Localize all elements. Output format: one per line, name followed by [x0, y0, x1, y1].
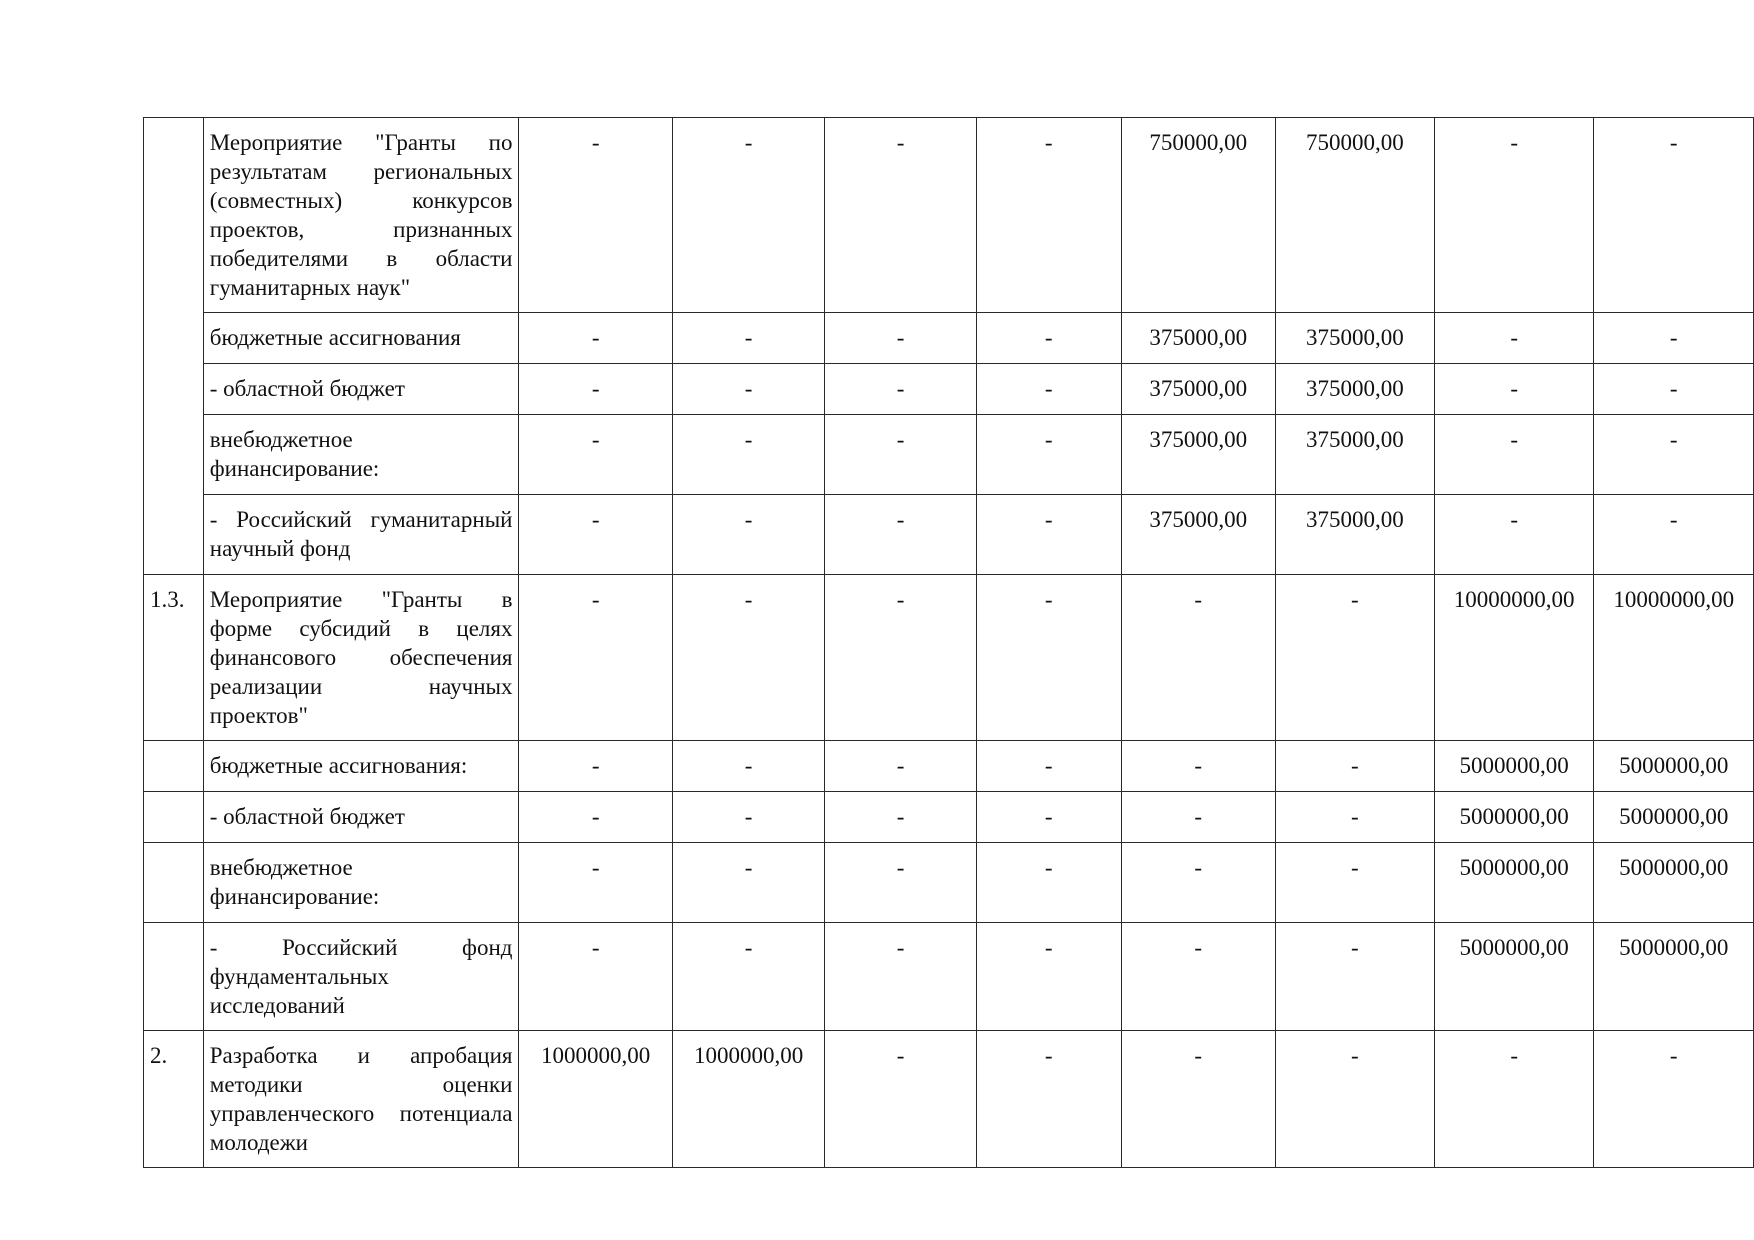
table-row	[144, 313, 1754, 364]
value-cell: -	[825, 1031, 977, 1168]
row-number-cell	[144, 118, 204, 575]
value-cell: -	[825, 313, 977, 364]
value-cell: 375000,00	[1275, 313, 1434, 364]
value-cell: 375000,00	[1121, 495, 1275, 575]
value-cell: -	[519, 495, 672, 575]
value-cell: 1000000,00	[672, 1031, 824, 1168]
table-row	[144, 415, 1754, 495]
value-cell: -	[825, 364, 977, 415]
table-row	[144, 741, 1754, 792]
value-cell: -	[976, 923, 1121, 1031]
value-cell: -	[1121, 843, 1275, 923]
row-number-cell: 1.3.	[144, 575, 204, 741]
value-cell: 1000000,00	[519, 1031, 672, 1168]
value-cell: -	[976, 741, 1121, 792]
value-cell: 5000000,00	[1434, 741, 1594, 792]
value-cell: -	[672, 923, 824, 1031]
value-cell: 375000,00	[1275, 364, 1434, 415]
value-cell: -	[672, 118, 824, 313]
table-row	[144, 495, 1754, 575]
value-cell: -	[519, 792, 672, 843]
value-cell: -	[976, 495, 1121, 575]
row-description-cell: бюджетные ассигнования:	[203, 741, 519, 792]
row-number-cell	[144, 792, 204, 843]
value-cell: -	[672, 792, 824, 843]
value-cell: -	[1275, 792, 1434, 843]
value-cell: 5000000,00	[1594, 741, 1754, 792]
value-cell: -	[519, 923, 672, 1031]
value-cell: -	[672, 843, 824, 923]
value-cell: -	[1121, 792, 1275, 843]
value-cell: -	[825, 792, 977, 843]
value-cell: -	[1434, 1031, 1594, 1168]
budget-table	[143, 117, 1754, 1168]
value-cell: -	[672, 364, 824, 415]
value-cell: 10000000,00	[1434, 575, 1594, 741]
value-cell: -	[1275, 741, 1434, 792]
value-cell: -	[1434, 364, 1594, 415]
row-number-cell	[144, 923, 204, 1031]
value-cell: -	[1594, 495, 1754, 575]
value-cell: -	[1594, 118, 1754, 313]
row-description-cell: - Российский фонд фундаментальных исследований	[203, 923, 519, 1031]
value-cell: -	[825, 741, 977, 792]
value-cell: 5000000,00	[1434, 792, 1594, 843]
value-cell: -	[1121, 741, 1275, 792]
row-description-cell: внебюджетное финансирование:	[203, 415, 519, 495]
value-cell: -	[1121, 575, 1275, 741]
value-cell: 10000000,00	[1594, 575, 1754, 741]
value-cell: -	[519, 313, 672, 364]
row-description-cell: бюджетные ассигнования	[203, 313, 519, 364]
value-cell: -	[1275, 575, 1434, 741]
value-cell: -	[1275, 843, 1434, 923]
value-cell: -	[825, 923, 977, 1031]
value-cell: 5000000,00	[1594, 843, 1754, 923]
value-cell: -	[1434, 118, 1594, 313]
value-cell: -	[519, 843, 672, 923]
value-cell: -	[672, 415, 824, 495]
table-row	[144, 792, 1754, 843]
value-cell: -	[1594, 313, 1754, 364]
value-cell: -	[976, 575, 1121, 741]
value-cell: -	[1594, 415, 1754, 495]
row-number-cell: 2.	[144, 1031, 204, 1168]
row-number-cell	[144, 741, 204, 792]
value-cell: 375000,00	[1121, 313, 1275, 364]
value-cell: 750000,00	[1121, 118, 1275, 313]
value-cell: -	[1121, 1031, 1275, 1168]
value-cell: 375000,00	[1121, 415, 1275, 495]
value-cell: -	[519, 575, 672, 741]
value-cell: -	[976, 843, 1121, 923]
value-cell: -	[825, 843, 977, 923]
value-cell: -	[976, 118, 1121, 313]
value-cell: -	[1275, 1031, 1434, 1168]
value-cell: -	[672, 495, 824, 575]
row-description-cell: Разработка и апробация методики оценки управленческого потенциала молодежи	[203, 1031, 519, 1168]
value-cell: -	[672, 741, 824, 792]
value-cell: -	[1594, 1031, 1754, 1168]
value-cell: 5000000,00	[1594, 792, 1754, 843]
value-cell: -	[519, 415, 672, 495]
table-row	[144, 1031, 1754, 1168]
value-cell: -	[976, 415, 1121, 495]
value-cell: -	[976, 313, 1121, 364]
value-cell: -	[976, 364, 1121, 415]
row-description-cell: - областной бюджет	[203, 364, 519, 415]
table-row	[144, 575, 1754, 741]
value-cell: 375000,00	[1121, 364, 1275, 415]
row-description-cell: внебюджетное финансирование:	[203, 843, 519, 923]
value-cell: -	[519, 364, 672, 415]
row-number-cell	[144, 843, 204, 923]
value-cell: -	[825, 118, 977, 313]
value-cell: -	[672, 313, 824, 364]
row-description-cell: - областной бюджет	[203, 792, 519, 843]
row-description-cell: - Российский гуманитарный научный фонд	[203, 495, 519, 575]
value-cell: -	[1434, 495, 1594, 575]
value-cell: -	[825, 495, 977, 575]
value-cell: -	[1434, 415, 1594, 495]
value-cell: 750000,00	[1275, 118, 1434, 313]
value-cell: -	[976, 792, 1121, 843]
row-description-cell: Мероприятие "Гранты в форме субсидий в целях финансового обеспечения реализации научных проектов"	[203, 575, 519, 741]
row-description-cell: Мероприятие "Гранты по результатам региональных (совместных) конкурсов проектов, признанных победителями в области гуманитарных наук"	[203, 118, 519, 313]
value-cell: -	[825, 575, 977, 741]
table-row	[144, 364, 1754, 415]
value-cell: -	[1275, 923, 1434, 1031]
table-row	[144, 843, 1754, 923]
value-cell: 5000000,00	[1434, 923, 1594, 1031]
table-row	[144, 118, 1754, 313]
value-cell: 375000,00	[1275, 415, 1434, 495]
value-cell: 5000000,00	[1434, 843, 1594, 923]
value-cell: -	[976, 1031, 1121, 1168]
value-cell: -	[1594, 364, 1754, 415]
value-cell: -	[519, 741, 672, 792]
value-cell: 5000000,00	[1594, 923, 1754, 1031]
value-cell: -	[1121, 923, 1275, 1031]
table-row	[144, 923, 1754, 1031]
value-cell: -	[519, 118, 672, 313]
value-cell: -	[672, 575, 824, 741]
value-cell: 375000,00	[1275, 495, 1434, 575]
value-cell: -	[1434, 313, 1594, 364]
value-cell: -	[825, 415, 977, 495]
